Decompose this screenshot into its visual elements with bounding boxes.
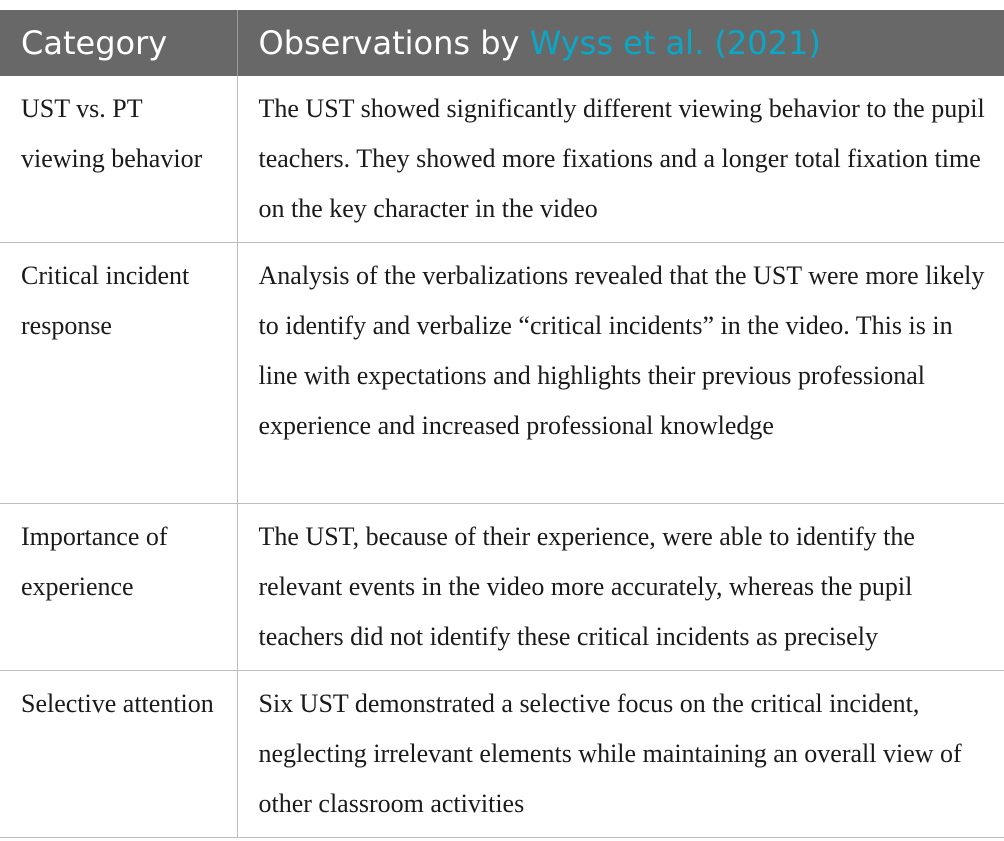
citation-link[interactable]: Wyss et al. (2021) — [529, 24, 821, 62]
header-category-label: Category — [21, 24, 168, 62]
category-cell: Critical incident response — [0, 243, 237, 504]
observation-cell: Analysis of the verbalizations revealed that the UST were more likely to identify and verbalize “critical incidents” in the video. This is in line with expectations and highlights their previous professional experience and increased professional knowledge — [237, 243, 1004, 504]
observation-cell: Six UST demonstrated a selective focus on the critical incident, neglecting irrelevant elements while maintaining an overall view of other classroom activities — [237, 671, 1004, 838]
observations-table — [0, 10, 1004, 838]
table-row — [0, 671, 1004, 838]
header-observations — [237, 10, 1004, 76]
table-header — [0, 10, 1004, 76]
category-cell: Importance of experience — [0, 504, 237, 671]
header-row — [0, 10, 1004, 76]
table-row — [0, 504, 1004, 671]
table-row — [0, 243, 1004, 504]
observation-cell: The UST showed significantly different viewing behavior to the pupil teachers. They showed more fixations and a longer total fixation time on the key character in the video — [237, 76, 1004, 243]
table-row — [0, 76, 1004, 243]
observation-cell: The UST, because of their experience, were able to identify the relevant events in the video more accurately, whereas the pupil teachers did not identify these critical incidents as precisely — [237, 504, 1004, 671]
table-body — [0, 76, 1004, 838]
category-cell: Selective attention — [0, 671, 237, 838]
category-cell: UST vs. PT viewing behavior — [0, 76, 237, 243]
header-observations-label: Observations by — [258, 24, 530, 62]
header-category — [0, 10, 237, 76]
